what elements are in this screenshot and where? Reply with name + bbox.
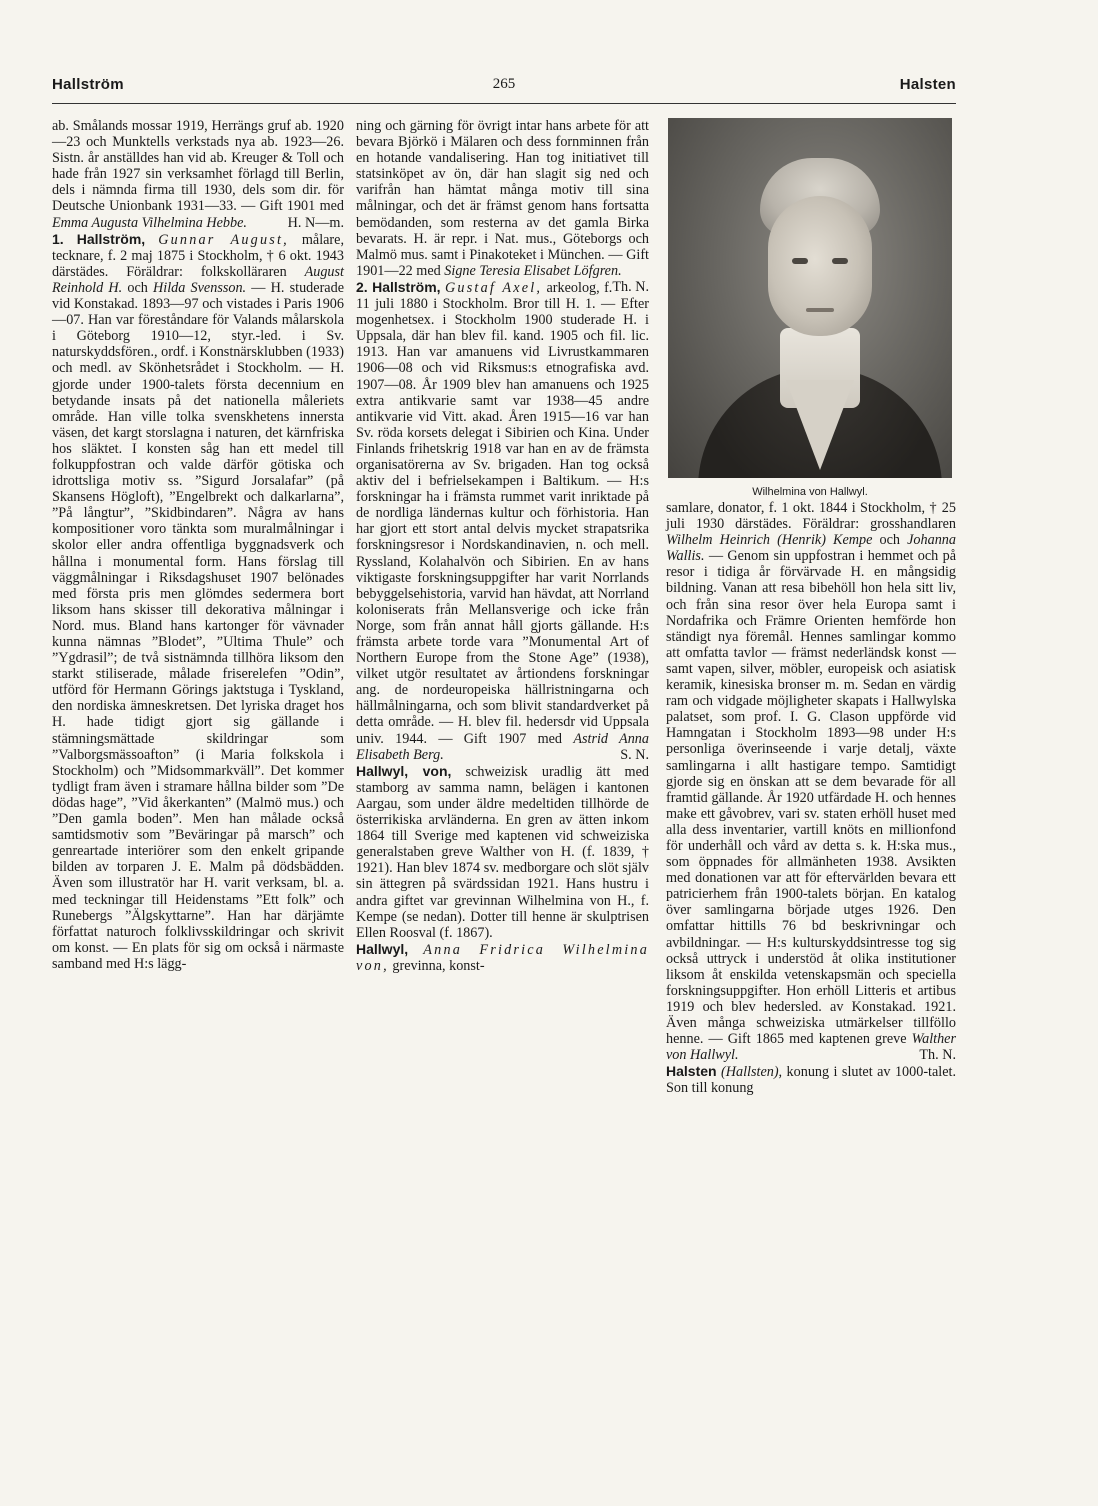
entry-hallstrom-gustaf: 2. Hallström, Gustaf Axel, arkeolog, f. 11 juli 1880 i Stockholm. Bror till H. 1. — Efter mogenhetsex. i Stockholm 1900 studerade H. i Uppsala, där han blev fil. kand. 1905 och fil. lic. 1913. Han var amanuens vid Livrustkammaren 1906—08 och vid Riksmus:s etnografiska avd. 1907—08. År 1909 blev han amanuens och 1925 extra antikvarie samt var 1938—45 andre antikvarie vid Vitt. akad. Åren 1915—16 var han Sv. röda korsets delegat i Sibirien och Kina. Under Finlands frihetskrig 1918 var han en av de främsta organisatörerna av Sv. brigaden. Han tog också aktiv del i befrielsekampen i Baltikum. — H:s forskningar ha i främsta rummet varit inriktade på de nordliga ländernas kultur och förhistoria. Han har gjort ett stort antal delvis mycket strapatsrika forskningsresor i Nordskandinavien, n. och mell. Ryssland, Kolahalvön och Sibirien. En av hans viktigaste forskningsuppgifter har varit Norrlands bebyggelsehistoria, varvid han hävdat, att Norrland koloniserats från Mellansverige och icke från Norge, som från annat håll gjorts gällande. H:s främsta arbete torde vara ”Monumental Art of Northern Europe from the Stone Age” (1938), vilket utgör resultatet av årtiondens forskningar ang. de nordeuropeiska hällristningarna och hällmålningarna, och som blivit standardverket på detta område. — H. blev fil. hedersdr vid Uppsala univ. 1944. — Gift 1907 med Astrid Anna Elisabeth Berg. S. N. <box>356 278 649 763</box>
entry-headword: Hallström, <box>76 230 146 247</box>
column-2 <box>356 118 649 974</box>
entry-headword: Hallwyl, <box>356 940 409 957</box>
paragraph: samlare, donator, f. 1 okt. 1844 i Stockholm, † 25 juli 1930 därstädes. Föräldrar: grosshandlaren Wilhelm Heinrich (Henrik) Kempe och Johanna Wallis. — Genom sin uppfostran i hemmet och på resor i tidiga år förvärvade H. en mångsidig bildning. Vanan att resa bibehöll hon hela sitt liv, och från sina resor över hela Europa samt i Nordafrika och Främre Orienten hemförde hon ständigt nya föremål. Hennes samlingar kommo att omfatta tavlor — främst nederländsk konst — samt vapen, silver, möbler, europeisk och asiatisk keramik, kinesiska bronser m. m. Sedan en värdig ram och vidgade möjligheter skapats i Hallwylska palatset, som prof. I. G. Clason uppförde vid Hamngatan i Stockholm 1893—98 under H:s personliga överinseende i varje detalj, växte samlingarna i allt hastigare tempo. Samtidigt gjorde sig en önskan att se dem bevarade för all framtid gällande. År 1920 utfärdade H. och hennes make ett gåvobrev, vari sv. staten erhöll huset med alla dess inventarier, vartill knöts en millionfond för underhåll och vård av detta s. k. H:ska mus., som öppnades för allmänheten 1938. Avsikten med donationen var att för eftervärlden bevara ett patricierhem från 1900-talets början. En katalog över samlingarna började utges 1926. Den omfattar hittills 76 bd beskrivningar och avbildningar. — H:s kulturskyddsintresse tog sig också uttryck i understöd åt olika institutioner liksom åt enskilda vetenskapsmän och speciella forskningsuppgifter. Hon erhöll Litteris et artibus 1919 och blev hedersled. av Konstakad. 1921. Även många schweiziska utmärkelser tillföllo henne. — Gift 1865 med kaptenen greve Walther von Hallwyl. Th. N. <box>666 500 956 1064</box>
entry-headword: Halsten <box>666 1063 717 1080</box>
column-1 <box>52 118 344 972</box>
header-right-word: Halsten <box>899 76 956 93</box>
column-3 <box>666 500 956 1096</box>
photo-caption: Wilhelmina von Hallwyl. <box>752 486 868 498</box>
running-header <box>52 76 956 100</box>
author-signature: S. N. <box>620 746 649 763</box>
entry-headword: Hallström, <box>372 278 441 295</box>
author-signature: H. N—m. <box>287 214 344 231</box>
author-signature: Th. N. <box>612 278 649 295</box>
entry-hallwyl-anna: Hallwyl, Anna Fridrica Wilhelmina von, grevinna, konst- <box>356 940 650 974</box>
paragraph: ab. Smålands mossar 1919, Herrängs gruf ab. 1920—23 och Munktells verkstads nya ab. 1923—26. Sistn. år anställdes han vid ab. Kreuger & Toll och hade från 1927 sin verksamhet förlagd till Berlin, dels i nämnda firma till 1930, dels som dir. för Deutsche Unionbank 1931—33. — Gift 1901 med Emma Augusta Vilhelmina Hebbe. H. N—m. <box>52 118 344 231</box>
page-number: 265 <box>492 76 516 92</box>
portrait-photo <box>668 118 952 478</box>
entry-hallstrom-gunnar: 1. Hallström, Gunnar August, målare, tecknare, f. 2 maj 1875 i Stockholm, † 6 okt. 1943 därstädes. Föräldrar: folkskolläraren August Reinhold H. och Hilda Svensson. — H. studerade vid Konstakad. 1893—97 och vistades i Paris 1906—07. Han var föreståndare för Valands målarskola i Göteborg 1910—12, styr.-led. i Sv. naturskyddsfören., ordf. i Konstnärsklubben (1933) och medl. av Skönhetsrådet i Stockholm. — H. gjorde under 1900-talets första decennium en betydande insats på det nationella måleriets område. Han ville tolka svenskhetens innersta väsen, det kargt storslagna i naturen, det kärnfriska hos släktet. I konsten såg han ett medel till folkuppfostran och valde därför götiska och idrottsliga motiv ss. ”Sigurd Jorsalafar” (på Skansens Högloft), ”Engelbrekt och dalkarlarna”, ”På långtur”, ”Skidbindaren”. Några av hans kompositioner voro tänkta som muralmålningar i skolor eller andra offentliga byggnadsverk och hållna i monumental form. Hans förslag till väggmålningar i Riksdagshuset 1907 belönades med första pris men glömdes sedermera bort liksom hans skisser till dekorativa målningar i Nord. mus. Bland hans kartonger för vävnader kunna nämnas ”Blodet”, ”Ultima Thule” och ”Ygdrasil”; de två sistnämnda tillhöra liksom den starkt stiliserade, målade friserelefen ”Odin”, utförd för Hermann Görings jaktstuga i Tyskland, den nordiska ämneskretsen. Det lyriska draget hos H. hade tidigt gjort sig gällande i stämningsmättade skildringar som ”Valborgsmässoafton” (i Maria folkskola i Stockholm) och ”Midsommarkväll”. Det kommer tydligt fram även i stramare hållna bilder som ”De dödas hage”, ”Vid åkerkanten” (Malmö mus.) och ”Den gamla boden”. Men han målade också samtidsmotiv som ”Beväringar på marsch” och genreartade interiörer som den enkelt gripande bilden av torparen J. E. Malm på dödsbädden. Även som illustratör har H. varit verksam, bl. a. med teckningar till Heidenstams ”Ett folk” och Runebergs ”Älgskyttarne”. Han har därjämte författat naturoch folklivsskildringar och skrivit om konst. — En plats för sig om också i närmaste samband med H:s lägg- <box>52 230 344 972</box>
header-left-word: Hallström <box>52 76 124 93</box>
author-signature: Th. N. <box>919 1047 956 1064</box>
header-rule <box>52 103 956 104</box>
entry-hallwyl-von: Hallwyl, von, schweizisk uradlig ätt med stamborg av samma namn, belägen i kantonen Aargau, som under äldre medeltiden tillhörde de österrikiska arvländerna. En gren av ätten inkom 1864 till Sverige med kaptenen vid schweiziska generalstaben greve Walther von H. (f. 1839, † 1921). Han blev 1874 sv. medborgare och slöt själv sin ättegren på svärdssidan 1921. Hans hustru i andra giftet var grevinnan Wilhelmina von H., f. Kempe (se nedan). Dotter till henne är skulptrisen Ellen Roosval (f. 1867). <box>356 762 649 941</box>
paragraph: ning och gärning för övrigt intar hans arbete för att bevara Björkö i Mälaren och dess fornminnen från en hotande vandalisering. Han tog initiativet till statsinköpet av ön, där han slagit sig ned och varifrån han hämtat många motiv till sina målningar, och det är främst genom hans fortsatta bemödanden, som resterna av det gamla Birka bevarats. H. är repr. i Nat. mus., Göteborgs och Malmö mus. samt i Pinakoteket i München. — Gift 1901—22 med Signe Teresia Elisabet Löfgren. Th. N. <box>356 118 649 295</box>
entry-halsten: Halsten (Hallsten), konung i slutet av 1000-talet. Son till konung <box>666 1063 957 1097</box>
entry-headword: Hallwyl, von, <box>356 762 452 779</box>
spouse-name: Emma Augusta Vilhelmina Hebbe. <box>52 214 247 231</box>
